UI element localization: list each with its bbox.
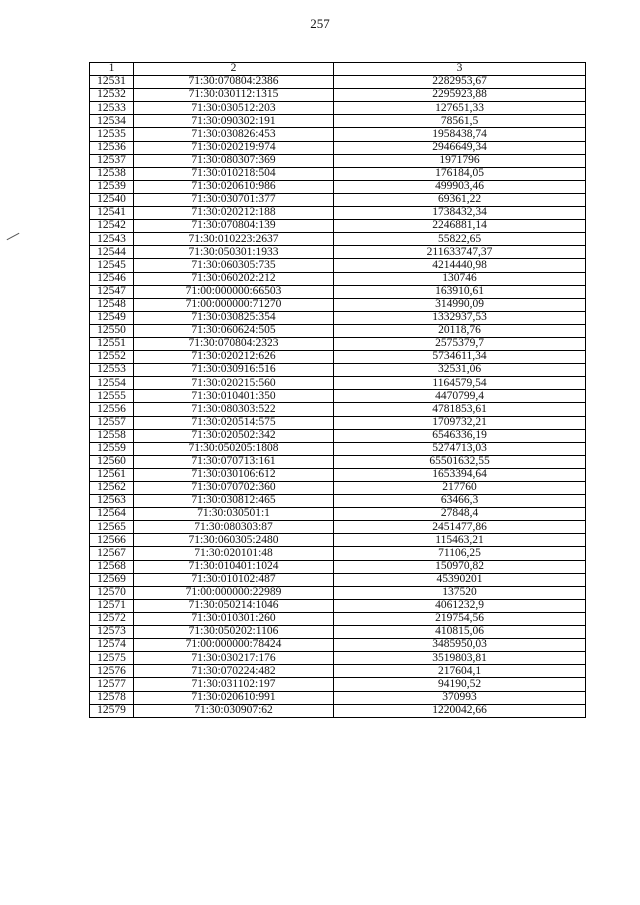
value-cell: 1971796 — [334, 154, 586, 167]
cadastral-number-cell: 71:30:070804:139 — [134, 220, 334, 233]
cadastral-number-cell: 71:30:020212:626 — [134, 351, 334, 364]
table-row — [90, 508, 586, 521]
table-row — [90, 311, 586, 324]
cadastral-value-table — [89, 62, 586, 718]
table-row — [90, 599, 586, 612]
value-cell: 115463,21 — [334, 534, 586, 547]
table-row — [90, 468, 586, 481]
row-number-cell: 12535 — [90, 128, 134, 141]
row-number-cell: 12551 — [90, 337, 134, 350]
cadastral-number-cell: 71:30:060624:505 — [134, 324, 334, 337]
table-row — [90, 76, 586, 89]
table-row — [90, 141, 586, 154]
header-row — [90, 63, 586, 76]
row-number-cell: 12571 — [90, 599, 134, 612]
cadastral-number-cell: 71:30:090302:191 — [134, 115, 334, 128]
table-row — [90, 351, 586, 364]
table-row — [90, 403, 586, 416]
cadastral-number-cell: 71:30:020610:991 — [134, 691, 334, 704]
table-row — [90, 180, 586, 193]
table-row — [90, 285, 586, 298]
value-cell: 127651,33 — [334, 102, 586, 115]
table-row — [90, 193, 586, 206]
cadastral-number-cell: 71:30:010401:1024 — [134, 560, 334, 573]
cadastral-number-cell: 71:30:020215:560 — [134, 377, 334, 390]
column-header-3: 3 — [334, 63, 586, 76]
row-number-cell: 12564 — [90, 508, 134, 521]
value-cell: 71106,25 — [334, 547, 586, 560]
value-cell: 65501632,55 — [334, 455, 586, 468]
cadastral-number-cell: 71:30:020514:575 — [134, 416, 334, 429]
cadastral-number-cell: 71:30:020610:986 — [134, 180, 334, 193]
cadastral-number-cell: 71:30:030501:1 — [134, 508, 334, 521]
value-cell: 2946649,34 — [334, 141, 586, 154]
value-cell: 2246881,14 — [334, 220, 586, 233]
row-number-cell: 12574 — [90, 639, 134, 652]
value-cell: 69361,22 — [334, 193, 586, 206]
value-cell: 314990,09 — [334, 298, 586, 311]
value-cell: 6546336,19 — [334, 429, 586, 442]
row-number-cell: 12565 — [90, 521, 134, 534]
column-header-2: 2 — [134, 63, 334, 76]
cadastral-number-cell: 71:30:010102:487 — [134, 573, 334, 586]
value-cell: 2295923,88 — [334, 89, 586, 102]
table-row — [90, 704, 586, 717]
row-number-cell: 12539 — [90, 180, 134, 193]
value-cell: 1738432,34 — [334, 207, 586, 220]
value-cell: 27848,4 — [334, 508, 586, 521]
cadastral-number-cell: 71:30:030916:516 — [134, 364, 334, 377]
cadastral-number-cell: 71:30:060305:2480 — [134, 534, 334, 547]
cadastral-number-cell: 71:00:000000:71270 — [134, 298, 334, 311]
cadastral-number-cell: 71:30:031102:197 — [134, 678, 334, 691]
table-row — [90, 154, 586, 167]
cadastral-number-cell: 71:30:030112:1315 — [134, 89, 334, 102]
row-number-cell: 12541 — [90, 207, 134, 220]
table-row — [90, 233, 586, 246]
cadastral-number-cell: 71:30:030701:377 — [134, 193, 334, 206]
cadastral-number-cell: 71:30:030812:465 — [134, 495, 334, 508]
value-cell: 1220042,66 — [334, 704, 586, 717]
value-cell: 150970,82 — [334, 560, 586, 573]
row-number-cell: 12579 — [90, 704, 134, 717]
value-cell: 4781853,61 — [334, 403, 586, 416]
table-row — [90, 691, 586, 704]
value-cell: 4470799,4 — [334, 390, 586, 403]
row-number-cell: 12544 — [90, 246, 134, 259]
cadastral-number-cell: 71:30:070804:2323 — [134, 337, 334, 350]
row-number-cell: 12562 — [90, 482, 134, 495]
table-row — [90, 102, 586, 115]
stray-pen-mark — [7, 233, 20, 240]
row-number-cell: 12552 — [90, 351, 134, 364]
value-cell: 45390201 — [334, 573, 586, 586]
value-cell: 217604,1 — [334, 665, 586, 678]
value-cell: 217760 — [334, 482, 586, 495]
page-number: 257 — [310, 16, 330, 31]
value-cell: 370993 — [334, 691, 586, 704]
value-cell: 4061232,9 — [334, 599, 586, 612]
row-number-cell: 12554 — [90, 377, 134, 390]
cadastral-number-cell: 71:30:030907:62 — [134, 704, 334, 717]
table-row — [90, 377, 586, 390]
value-cell: 78561,5 — [334, 115, 586, 128]
value-cell: 176184,05 — [334, 167, 586, 180]
cadastral-number-cell: 71:30:030106:612 — [134, 468, 334, 481]
table-row — [90, 626, 586, 639]
cadastral-number-cell: 71:00:000000:22989 — [134, 586, 334, 599]
table-row — [90, 207, 586, 220]
cadastral-number-cell: 71:30:070702:360 — [134, 482, 334, 495]
value-cell: 2282953,67 — [334, 76, 586, 89]
value-cell: 1332937,53 — [334, 311, 586, 324]
row-number-cell: 12573 — [90, 626, 134, 639]
table-row — [90, 246, 586, 259]
cadastral-number-cell: 71:30:030826:453 — [134, 128, 334, 141]
cadastral-number-cell: 71:30:070804:2386 — [134, 76, 334, 89]
cadastral-number-cell: 71:00:000000:78424 — [134, 639, 334, 652]
table-row — [90, 167, 586, 180]
cadastral-number-cell: 71:00:000000:66503 — [134, 285, 334, 298]
table-row — [90, 259, 586, 272]
row-number-cell: 12553 — [90, 364, 134, 377]
table-row — [90, 442, 586, 455]
value-cell: 63466,3 — [334, 495, 586, 508]
table-row — [90, 495, 586, 508]
row-number-cell: 12555 — [90, 390, 134, 403]
table-header — [90, 63, 586, 76]
table-row — [90, 390, 586, 403]
value-cell: 1709732,21 — [334, 416, 586, 429]
table-row — [90, 115, 586, 128]
value-cell: 55822,65 — [334, 233, 586, 246]
table-row — [90, 416, 586, 429]
value-cell: 3519803,81 — [334, 652, 586, 665]
row-number-cell: 12576 — [90, 665, 134, 678]
row-number-cell: 12536 — [90, 141, 134, 154]
table-row — [90, 612, 586, 625]
row-number-cell: 12542 — [90, 220, 134, 233]
value-cell: 1653394,64 — [334, 468, 586, 481]
row-number-cell: 12578 — [90, 691, 134, 704]
table-row — [90, 220, 586, 233]
row-number-cell: 12540 — [90, 193, 134, 206]
table-row — [90, 586, 586, 599]
value-cell: 410815,06 — [334, 626, 586, 639]
value-cell: 2451477,86 — [334, 521, 586, 534]
table-row — [90, 272, 586, 285]
cadastral-number-cell: 71:30:080303:87 — [134, 521, 334, 534]
table-row — [90, 482, 586, 495]
value-cell: 1958438,74 — [334, 128, 586, 141]
cadastral-number-cell: 71:30:050205:1808 — [134, 442, 334, 455]
row-number-cell: 12537 — [90, 154, 134, 167]
row-number-cell: 12575 — [90, 652, 134, 665]
row-number-cell: 12569 — [90, 573, 134, 586]
table-row — [90, 678, 586, 691]
row-number-cell: 12557 — [90, 416, 134, 429]
table-row — [90, 560, 586, 573]
value-cell: 1164579,54 — [334, 377, 586, 390]
table-row — [90, 652, 586, 665]
cadastral-number-cell: 71:30:030217:176 — [134, 652, 334, 665]
row-number-cell: 12550 — [90, 324, 134, 337]
row-number-cell: 12559 — [90, 442, 134, 455]
cadastral-number-cell: 71:30:050214:1046 — [134, 599, 334, 612]
cadastral-number-cell: 71:30:010401:350 — [134, 390, 334, 403]
cadastral-number-cell: 71:30:080307:369 — [134, 154, 334, 167]
value-cell: 20118,76 — [334, 324, 586, 337]
cadastral-number-cell: 71:30:060305:735 — [134, 259, 334, 272]
cadastral-number-cell: 71:30:010218:504 — [134, 167, 334, 180]
value-cell: 163910,61 — [334, 285, 586, 298]
cadastral-number-cell: 71:30:080303:522 — [134, 403, 334, 416]
table-row — [90, 337, 586, 350]
table-row — [90, 573, 586, 586]
row-number-cell: 12566 — [90, 534, 134, 547]
cadastral-number-cell: 71:30:010301:260 — [134, 612, 334, 625]
table-row — [90, 298, 586, 311]
row-number-cell: 12549 — [90, 311, 134, 324]
row-number-cell: 12534 — [90, 115, 134, 128]
cadastral-number-cell: 71:30:010223:2637 — [134, 233, 334, 246]
value-cell: 5274713,03 — [334, 442, 586, 455]
row-number-cell: 12570 — [90, 586, 134, 599]
row-number-cell: 12572 — [90, 612, 134, 625]
row-number-cell: 12556 — [90, 403, 134, 416]
cadastral-number-cell: 71:30:060202:212 — [134, 272, 334, 285]
cadastral-number-cell: 71:30:020101:48 — [134, 547, 334, 560]
table-row — [90, 639, 586, 652]
table-row — [90, 521, 586, 534]
value-cell: 2575379,7 — [334, 337, 586, 350]
table-row — [90, 429, 586, 442]
table-row — [90, 128, 586, 141]
table-row — [90, 534, 586, 547]
value-cell: 137520 — [334, 586, 586, 599]
table-body — [90, 76, 586, 718]
row-number-cell: 12538 — [90, 167, 134, 180]
cadastral-number-cell: 71:30:070224:482 — [134, 665, 334, 678]
table-row — [90, 89, 586, 102]
value-cell: 3485950,03 — [334, 639, 586, 652]
row-number-cell: 12561 — [90, 468, 134, 481]
cadastral-number-cell: 71:30:020212:188 — [134, 207, 334, 220]
row-number-cell: 12560 — [90, 455, 134, 468]
value-cell: 32531,06 — [334, 364, 586, 377]
row-number-cell: 12546 — [90, 272, 134, 285]
row-number-cell: 12531 — [90, 76, 134, 89]
row-number-cell: 12558 — [90, 429, 134, 442]
cadastral-number-cell: 71:30:030825:354 — [134, 311, 334, 324]
table-row — [90, 665, 586, 678]
value-cell: 4214440,98 — [334, 259, 586, 272]
value-cell: 5734611,34 — [334, 351, 586, 364]
row-number-cell: 12547 — [90, 285, 134, 298]
row-number-cell: 12532 — [90, 89, 134, 102]
row-number-cell: 12567 — [90, 547, 134, 560]
table-row — [90, 547, 586, 560]
row-number-cell: 12563 — [90, 495, 134, 508]
cadastral-number-cell: 71:30:070713:161 — [134, 455, 334, 468]
cadastral-number-cell: 71:30:050202:1106 — [134, 626, 334, 639]
row-number-cell: 12577 — [90, 678, 134, 691]
row-number-cell: 12545 — [90, 259, 134, 272]
value-cell: 94190,52 — [334, 678, 586, 691]
value-cell: 211633747,37 — [334, 246, 586, 259]
table-row — [90, 455, 586, 468]
value-cell: 499903,46 — [334, 180, 586, 193]
table-row — [90, 324, 586, 337]
row-number-cell: 12543 — [90, 233, 134, 246]
value-cell: 219754,56 — [334, 612, 586, 625]
row-number-cell: 12533 — [90, 102, 134, 115]
value-cell: 130746 — [334, 272, 586, 285]
cadastral-number-cell: 71:30:050301:1933 — [134, 246, 334, 259]
table-row — [90, 364, 586, 377]
row-number-cell: 12548 — [90, 298, 134, 311]
cadastral-number-cell: 71:30:020502:342 — [134, 429, 334, 442]
row-number-cell: 12568 — [90, 560, 134, 573]
cadastral-number-cell: 71:30:020219:974 — [134, 141, 334, 154]
cadastral-number-cell: 71:30:030512:203 — [134, 102, 334, 115]
column-header-1: 1 — [90, 63, 134, 76]
